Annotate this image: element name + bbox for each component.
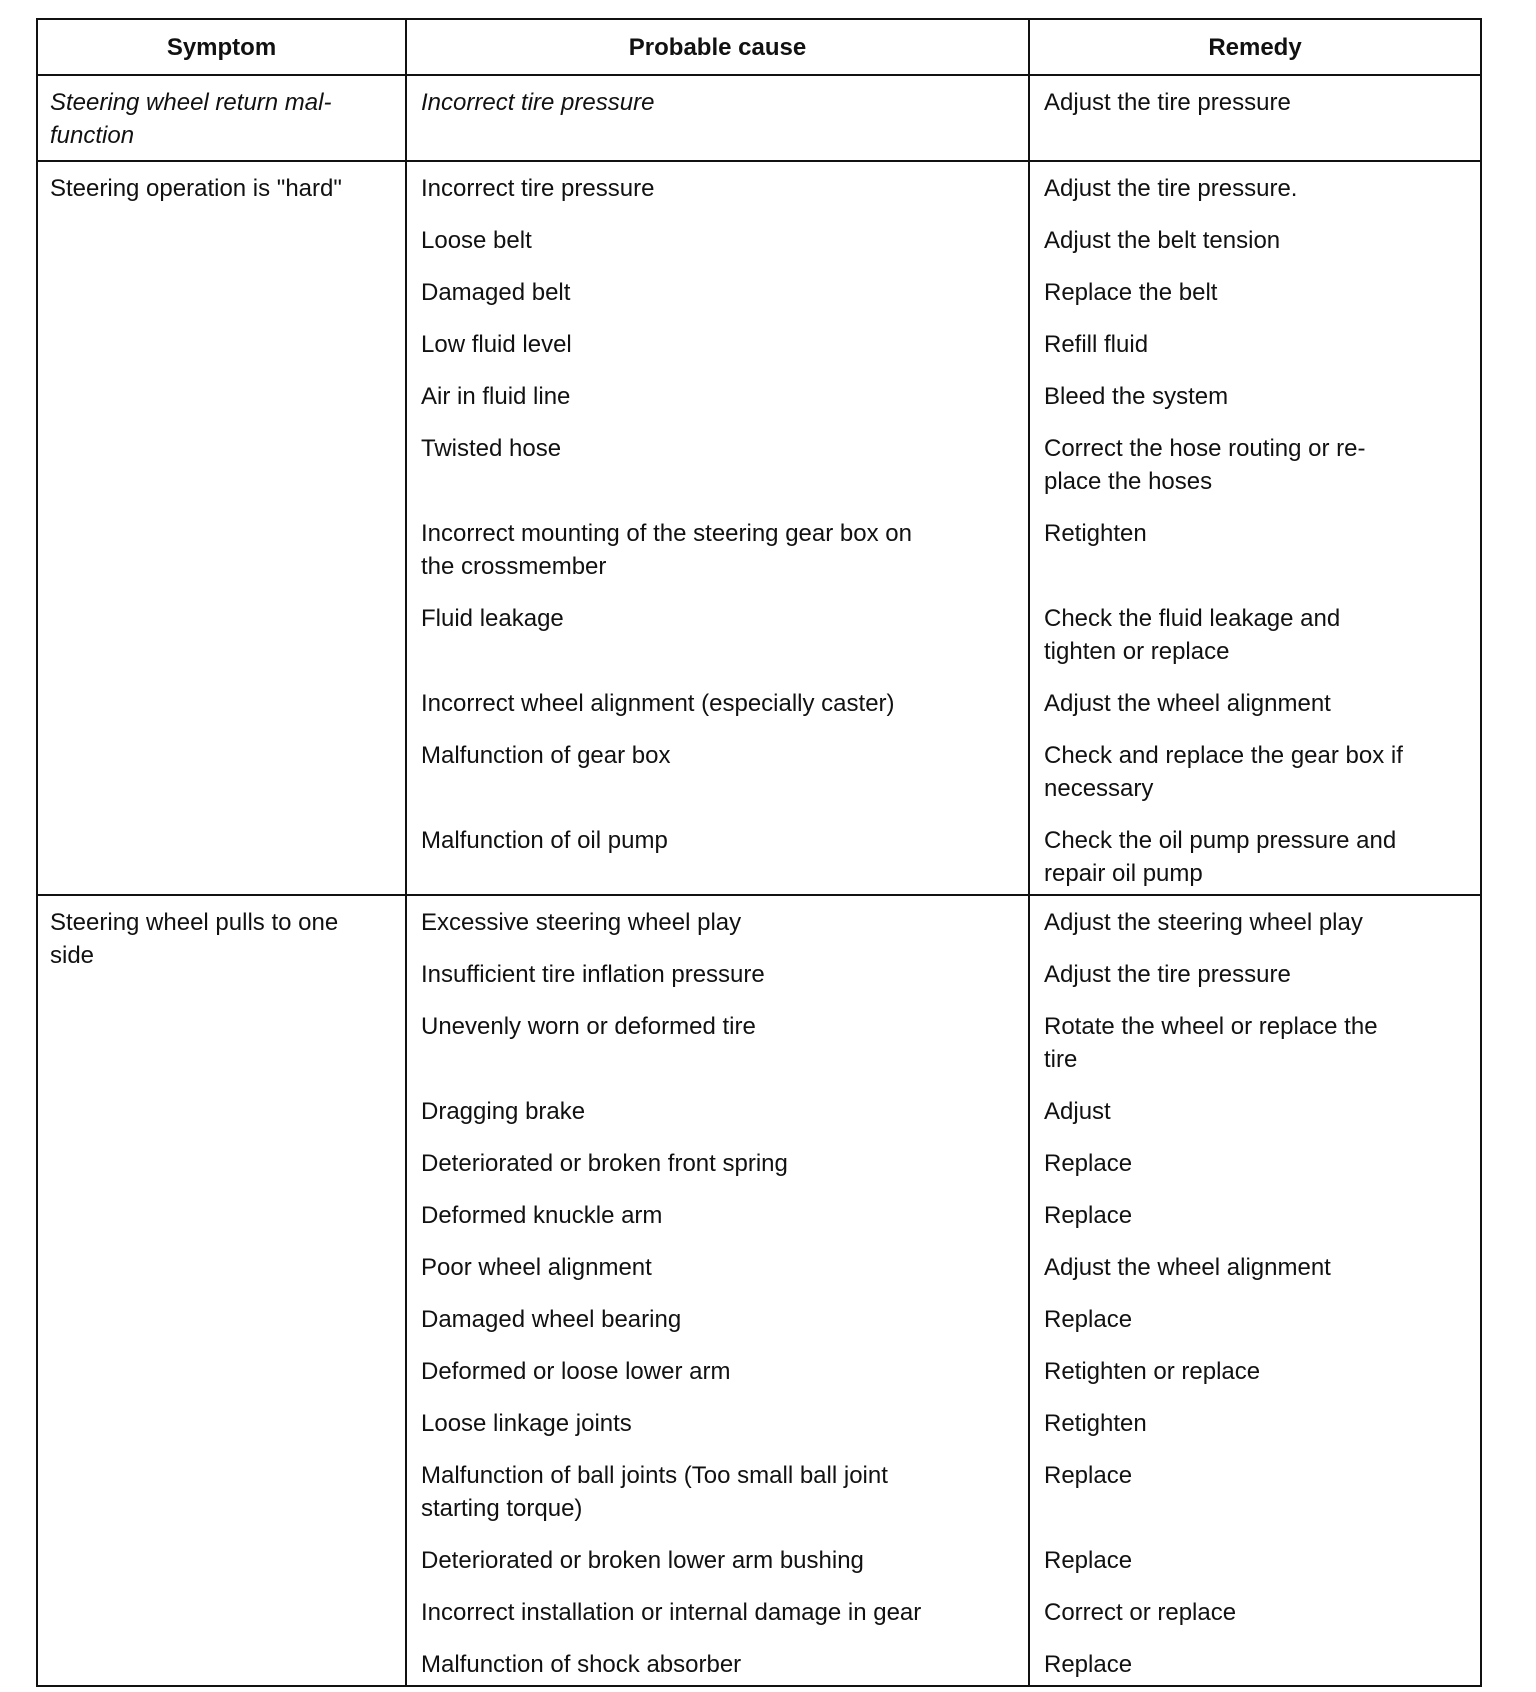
remedy-item: Replace xyxy=(1044,1547,1133,1574)
remedy-item: Retighten xyxy=(1044,1410,1147,1437)
remedy-item: Replace xyxy=(1044,1462,1133,1489)
probable-cause-item: Incorrect wheel alignment (especially caster) xyxy=(421,690,895,717)
probable-cause-item: Loose belt xyxy=(421,227,532,254)
probable-cause-item: Deformed or loose lower arm xyxy=(421,1358,731,1385)
probable-cause-cell xyxy=(406,75,1029,161)
probable-cause-item: Deteriorated or broken lower arm bushing xyxy=(421,1547,864,1574)
remedy-item: Bleed the system xyxy=(1044,383,1229,410)
probable-cause-item: Poor wheel alignment xyxy=(421,1254,652,1281)
remedy-item: Adjust the wheel alignment xyxy=(1044,690,1331,717)
probable-cause-item: Unevenly worn or deformed tire xyxy=(421,1013,756,1040)
probable-cause-item: Low fluid level xyxy=(421,331,572,358)
remedy-item: Check the fluid leakage and tighten or replace xyxy=(1044,605,1341,665)
probable-cause-item: Deteriorated or broken front spring xyxy=(421,1150,788,1177)
remedy-item: Retighten xyxy=(1044,520,1147,547)
probable-cause-item: Damaged wheel bearing xyxy=(421,1306,682,1333)
probable-cause-item: Air in fluid line xyxy=(421,383,571,410)
symptom-text: Steering operation is "hard" xyxy=(50,175,342,202)
remedy-item: Replace xyxy=(1044,1150,1133,1177)
remedy-item: Adjust the wheel alignment xyxy=(1044,1254,1331,1281)
remedy-item: Correct or replace xyxy=(1044,1599,1237,1626)
remedy-item: Replace xyxy=(1044,1306,1133,1333)
remedy-item: Replace xyxy=(1044,1651,1133,1678)
probable-cause-item: Malfunction of gear box xyxy=(421,742,671,769)
probable-cause-item: Incorrect tire pressure xyxy=(421,175,655,202)
remedy-item: Adjust the tire pressure xyxy=(1044,961,1291,988)
probable-cause-item: Deformed knuckle arm xyxy=(421,1202,663,1229)
remedy-column-header: Remedy xyxy=(1029,19,1481,75)
remedy-item: Adjust xyxy=(1044,1098,1111,1125)
remedy-item: Check and replace the gear box if necessary xyxy=(1044,742,1403,802)
probable-cause-item: Dragging brake xyxy=(421,1098,586,1125)
probable-cause-item: Twisted hose xyxy=(421,435,562,462)
symptom-group-row xyxy=(37,161,1481,895)
troubleshooting-table xyxy=(36,18,1482,1687)
remedy-item: Retighten or replace xyxy=(1044,1358,1261,1385)
symptom-text: Steering wheel return mal- function xyxy=(50,89,332,149)
symptom-group-row xyxy=(37,75,1481,161)
probable-cause-item: Excessive steering wheel play xyxy=(421,909,742,936)
remedy-item: Correct the hose routing or re- place the hoses xyxy=(1044,435,1366,495)
remedy-item: Adjust the belt tension xyxy=(1044,227,1281,254)
remedy-item: Replace the belt xyxy=(1044,279,1218,306)
remedy-cell xyxy=(1029,895,1481,1686)
symptom-cell xyxy=(37,895,406,1686)
probable-cause-item: Incorrect tire pressure xyxy=(421,89,655,116)
probable-cause-item: Fluid leakage xyxy=(421,605,564,632)
probable-cause-item: Incorrect installation or internal damage in gear xyxy=(421,1599,922,1626)
remedy-item: Replace xyxy=(1044,1202,1133,1229)
remedy-item: Adjust the tire pressure. xyxy=(1044,175,1298,202)
probable-cause-item: Malfunction of ball joints (Too small ball joint starting torque) xyxy=(421,1462,888,1522)
probable-cause-item: Insufficient tire inflation pressure xyxy=(421,961,765,988)
probable-cause-cell xyxy=(406,895,1029,1686)
probable-cause-column-header: Probable cause xyxy=(406,19,1029,75)
remedy-cell xyxy=(1029,75,1481,161)
probable-cause-item: Damaged belt xyxy=(421,279,571,306)
remedy-item: Refill fluid xyxy=(1044,331,1149,358)
remedy-item: Adjust the tire pressure xyxy=(1044,89,1291,116)
probable-cause-item: Incorrect mounting of the steering gear box on the crossmember xyxy=(421,520,912,580)
symptom-group-row xyxy=(37,895,1481,1686)
header-row xyxy=(37,19,1481,75)
remedy-cell xyxy=(1029,161,1481,895)
symptom-column-header: Symptom xyxy=(37,19,406,75)
remedy-item: Rotate the wheel or replace the tire xyxy=(1044,1013,1378,1073)
probable-cause-item: Loose linkage joints xyxy=(421,1410,632,1437)
table-body xyxy=(37,75,1481,1686)
probable-cause-cell xyxy=(406,161,1029,895)
symptom-text: Steering wheel pulls to one side xyxy=(50,909,339,969)
symptom-cell xyxy=(37,161,406,895)
probable-cause-item: Malfunction of oil pump xyxy=(421,827,668,854)
probable-cause-item: Malfunction of shock absorber xyxy=(421,1651,742,1678)
troubleshooting-sheet xyxy=(36,18,1480,1687)
remedy-item: Adjust the steering wheel play xyxy=(1044,909,1363,936)
remedy-item: Check the oil pump pressure and repair oil pump xyxy=(1044,827,1397,887)
symptom-cell xyxy=(37,75,406,161)
